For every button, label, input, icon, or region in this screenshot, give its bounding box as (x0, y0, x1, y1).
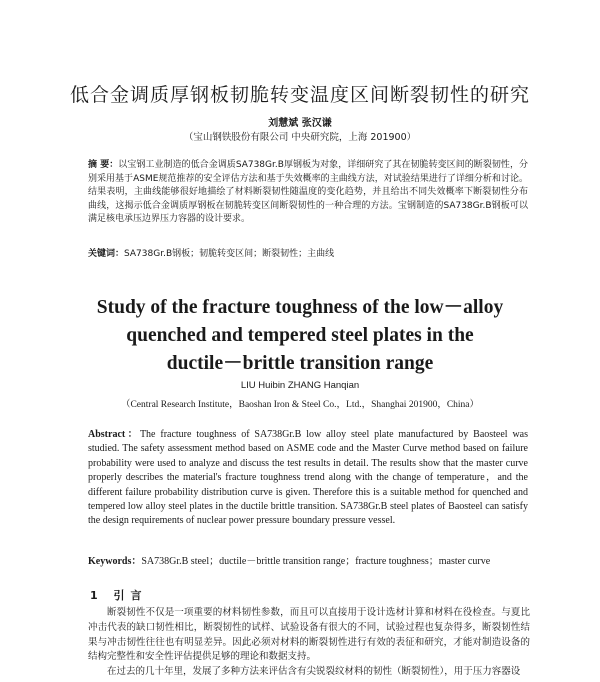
english-authors: LIU Huibin ZHANG Hanqian (240, 380, 360, 391)
chinese-title: 低合金调质厚钢板韧脆转变温度区间断裂韧性的研究 (69, 84, 530, 106)
chinese-affiliation: （宝山钢铁股份有限公司 中央研究院，上海 201900） (183, 132, 417, 143)
english-title-line-2: quenched and tempered steel plates in the (126, 325, 474, 346)
english-abstract (88, 428, 528, 529)
english-title-line-3: ductile－brittle transition range (166, 353, 434, 374)
english-keywords (88, 552, 528, 567)
english-affiliation: （Central Research Institute，Baoshan Iron & Steel Co.，Ltd.，Shanghai 201900，China） (120, 400, 480, 410)
chinese-abstract-text: 以宝钢工业制造的低合金调质SA738Gr.B厚钢板为对象，详细研究了其在韧脆转变区间的断裂韧性，分别采用基于ASME规范推荐的安全评估方法和基于失效概率的主曲线方法，对试验结果进行了详细分析和讨论。结果表明，主曲线能够很好地描绘了材料断裂韧性随温度的变化趋势，并且给出不同失效概率下断裂韧性分布曲线，这揭示低合金调质厚钢板在韧脆转变区间断裂韧性的一种合理的方法。宝钢制造的SA738Gr.B钢板可以满足核电承压边界压力容器的设计要求。 (88, 160, 528, 225)
chinese-authors: 刘慧斌 张汉谦 (268, 118, 332, 129)
chinese-keywords-label: 关键词： (88, 249, 125, 259)
english-keywords-label: Keywords： (88, 556, 142, 567)
english-title (0, 294, 600, 378)
english-abstract-label: Abstract： (88, 429, 140, 440)
introduction-body (88, 606, 530, 680)
english-abstract-text: The fracture toughness of SA738Gr.B low alloy steel plate manufactured by Baosteel was studied. The safety assessment method based on ASME code and the Master Curve method based on failure probability were used to analyze and discuss the test results in detail. The results show that the master curve properly describes the material's fracture toughness trend along with the change of temperature，and the different failure probability distribution curve is given. Therefore this is a suitable method for quenched and tempered low alloy steel plates in the ductile brittle transition. SA738Gr.B steel plates of Baosteel can satisfy the design requirements of nuclear power pressure boundary pressure vessel. (88, 429, 528, 527)
introduction-paragraph-2: 在过去的几十年里，发展了多种方法来评估含有尖锐裂纹材料的韧性（断裂韧性），用于压力容器设 (107, 666, 521, 678)
section-heading-introduction: 1 引言 (90, 589, 148, 602)
chinese-keywords (88, 246, 528, 259)
english-title-line-1: Study of the fracture toughness of the low－alloy (96, 297, 504, 318)
english-keywords-text: SA738Gr.B steel；ductile－brittle transition range；fracture toughness；master curve (141, 556, 491, 567)
chinese-keywords-text: SA738Gr.B钢板；韧脆转变区间；断裂韧性；主曲线 (124, 249, 335, 259)
introduction-paragraph-1: 断裂韧性不仅是一项重要的材料韧性参数，而且可以直接用于设计选材计算和材料在役检查。与夏比冲击代表的缺口韧性相比，断裂韧性的试样、试验设备有很大的不同，试验过程也复杂得多，断裂韧性结果与冲击韧性往往也有明显差异。因此必须对材料的断裂韧性进行有效的表征和研究，才能对制造设备的结构完整性和安全性评估提供足够的理论和数据支持。 (88, 607, 530, 663)
chinese-abstract-label: 摘 要： (88, 160, 119, 170)
chinese-abstract (88, 159, 528, 227)
